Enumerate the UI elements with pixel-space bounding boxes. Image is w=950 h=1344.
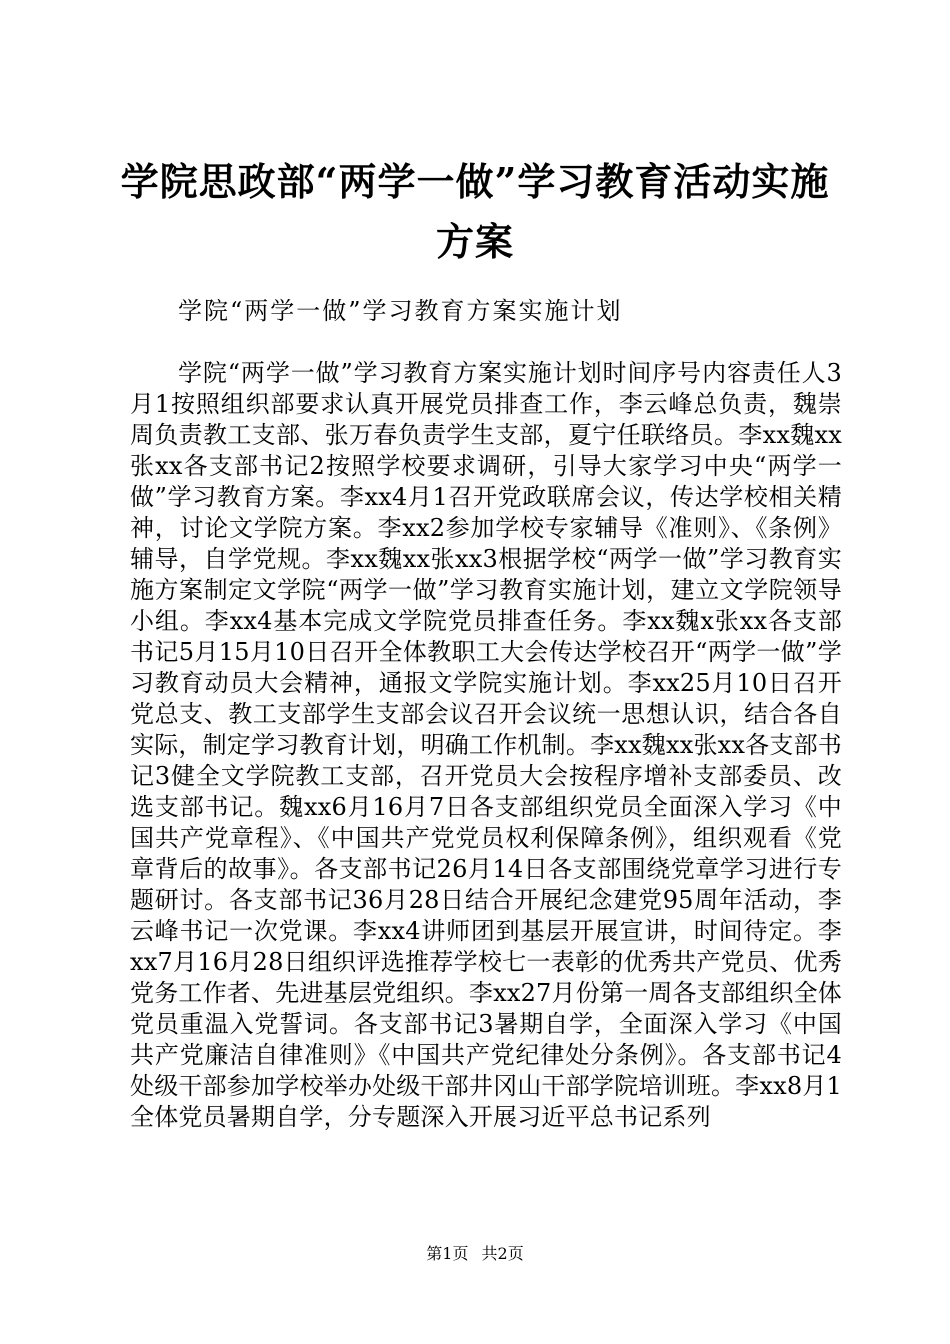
page-number: 第1页 — [426, 1244, 469, 1263]
document-title: 学院思政部“两学一做”学习教育活动实施方案 — [120, 159, 830, 264]
document-body: 学院“两学一做”学习教育方案实施计划时间序号内容责任人3月1按照组织部要求认真开展党员排查工作，李云峰总负责，魏崇周负责教工支部、张万春负责学生支部，夏宁任联络员。李xx魏xx张xx各支部书记2按照学校要求调研，引导大家学习中央“两学一做”学习教育方案。李xx4月1召开党政联席会议，传达学校相关精神，讨论文学院方案。李xx2参加学校专家辅导《准则》、《条例》辅导，自学党规。李xx魏xx张xx3根据学校“两学一做”学习教育实施方案制定文学院“两学一做”学习教育实施计划，建立文学院领导小组。李xx4基本完成文学院党员排查任务。李xx魏x张xx各支部书记5月15月10日召开全体教职工大会传达学校召开“两学一做”学习教育动员大会精神，通报文学院实施计划。李xx25月10日召开党总支、教工支部学生支部会议召开会议统一思想认识，结合各自实际，制定学习教育计划，明确工作机制。李xx魏xx张xx各支部书记3健全文学院教工支部，召开党员大会按程序增补支部委员、改选支部书记。魏xx6月16月7日各支部组织党员全面深入学习《中国共产党章程》、《中国共产党党员权利保障条例》，组织观看《党章背后的故事》。各支部书记26月14日各支部围绕党章学习进行专题研讨。各支部书记36月28日结合开展纪念建党95周年活动，李云峰书记一次党课。李xx4讲师团到基层开展宣讲，时间待定。李xx7月16月28日组织评选推荐学校七一表彰的优秀共产党员、优秀党务工作者、先进基层党组织。李xx27月份第一周各支部组织全体党员重温入党誓词。各支部书记3暑期自学，全面深入学习《中国共产党廉洁自律准则》《中国共产党纪律处分条例》。各支部书记4处级干部参加学校举办处级干部井冈山干部学院培训班。李xx8月1全体党员暑期自学，分专题深入开展习近平总书记系列 — [130, 359, 842, 1131]
page-footer — [0, 1244, 950, 1264]
document-subtitle: 学院“两学一做”学习教育方案实施计划 — [178, 297, 623, 325]
page-total: 共2页 — [481, 1244, 524, 1263]
